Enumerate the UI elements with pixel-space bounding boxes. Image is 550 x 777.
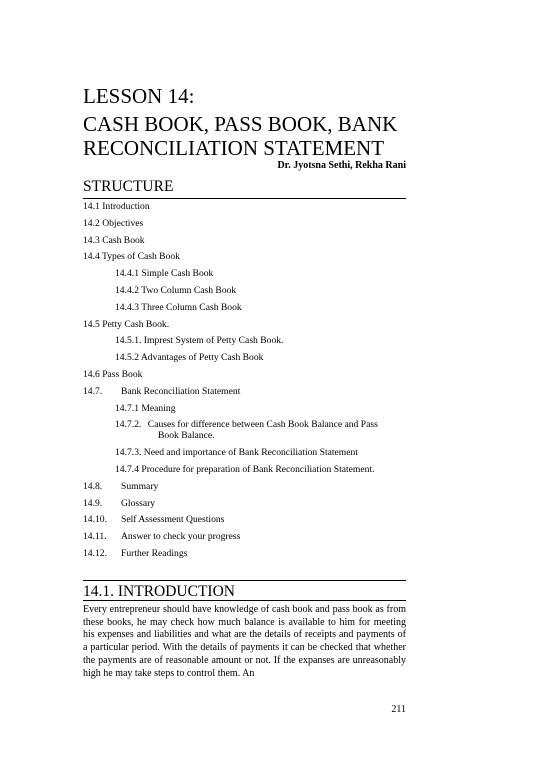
structure-item-number: 14.8. [83, 480, 103, 492]
structure-item-number: 14.9. [83, 497, 103, 509]
structure-item [83, 386, 406, 397]
structure-item-text: Two Column Cash Book [141, 284, 237, 296]
structure-item-number: 14.7.4 [115, 463, 139, 475]
structure-item-text: Further Readings [121, 547, 188, 559]
structure-item-number: 14.5.2 [115, 352, 139, 364]
introduction-paragraph: Every entrepreneur should have knowledge of cash book and pass book as from these books, he may check how much balance is available to him for meeting his expenses and liabilities and what are the details of receipts and payments of a particular period. With the details of payments it can be checked that whether the payments are of reasonable amount or not. If the expanses are unreasonably high he may take steps to control them. An [83, 604, 406, 679]
structure-item-text: Bank Reconciliation Statement [121, 385, 241, 397]
introduction-top-rule [83, 580, 406, 581]
structure-item-text: Self Assessment Questions [121, 514, 225, 526]
structure-item-number: 14.2 [83, 217, 100, 229]
structure-item [83, 419, 406, 441]
structure-item-number: 14.1 [83, 201, 100, 212]
structure-item-text: Causes for difference between Cash Book Balance and Pass [147, 419, 378, 431]
structure-item-text: Cash Book [102, 234, 145, 246]
structure-item-number: 14.7.1 [115, 402, 139, 414]
introduction-bottom-rule [83, 600, 406, 601]
structure-item-text: Need and importance of Bank Reconciliation Statement [143, 447, 358, 459]
structure-heading: STRUCTURE [83, 178, 174, 195]
lesson-title-line-1: CASH BOOK, PASS BOOK, BANK [83, 112, 398, 136]
structure-item-number: 14.10. [83, 514, 107, 526]
structure-item-text: Meaning [141, 402, 176, 414]
structure-item-number: 14.4.1 [115, 268, 139, 280]
structure-item-text: Advantages of Petty Cash Book [140, 352, 264, 364]
structure-item [83, 514, 406, 525]
structure-item-text: Introduction [102, 201, 150, 212]
structure-item [83, 201, 406, 212]
structure-item-text: Simple Cash Book [141, 268, 214, 280]
structure-item-text: Summary [121, 480, 159, 492]
structure-item-number: 14.4.3 [115, 301, 139, 313]
structure-item-number: 14.4.2 [115, 284, 139, 296]
structure-item-text: Answer to check your progress [121, 531, 241, 543]
structure-item-text: Imprest System of Petty Cash Book. [143, 335, 284, 347]
structure-item [83, 285, 406, 296]
structure-item [83, 302, 406, 313]
structure-item [83, 352, 406, 363]
structure-list [83, 201, 406, 565]
structure-item [83, 218, 406, 229]
structure-rule [83, 198, 406, 199]
structure-item [83, 369, 406, 380]
structure-item [83, 335, 406, 346]
structure-item-number: 14.4 [83, 251, 100, 263]
page-number: 211 [391, 704, 406, 715]
structure-item-number: 14.7.2. [115, 419, 142, 431]
lesson-title-line-2: RECONCILIATION STATEMENT [83, 136, 385, 160]
structure-item-number: 14.6 [83, 368, 100, 380]
structure-item-text: Glossary [121, 497, 156, 509]
introduction-heading: 14.1. INTRODUCTION [83, 583, 235, 600]
structure-item-number: 14.7.3. [115, 447, 142, 459]
structure-item [83, 447, 406, 458]
structure-item-text: Types of Cash Book [102, 251, 180, 263]
lesson-label: LESSON 14: [83, 84, 195, 108]
structure-item-number: 14.5.1. [115, 335, 142, 347]
structure-item [83, 531, 406, 542]
structure-item-text-continued: Book Balance. [158, 430, 215, 442]
structure-item-text: Procedure for preparation of Bank Reconciliation Statement. [141, 463, 375, 475]
structure-item-number: 14.12. [83, 547, 107, 559]
structure-item [83, 403, 406, 414]
structure-item [83, 481, 406, 492]
structure-item-number: 14.5 [83, 318, 100, 330]
structure-item-number: 14.7. [83, 385, 103, 397]
structure-item [83, 464, 406, 475]
structure-item [83, 235, 406, 246]
structure-item [83, 319, 406, 330]
structure-item [83, 548, 406, 559]
structure-item [83, 498, 406, 509]
structure-item-text: Objectives [102, 217, 144, 229]
structure-item-text: Petty Cash Book. [102, 318, 170, 330]
structure-item-text: Pass Book [102, 368, 143, 380]
structure-item [83, 268, 406, 279]
structure-item-number: 14.11. [83, 531, 107, 543]
structure-item-text: Three Column Cash Book [141, 301, 242, 313]
structure-item [83, 251, 406, 262]
authors: Dr. Jyotsna Sethi, Rekha Rani [277, 160, 406, 171]
structure-item-number: 14.3 [83, 234, 100, 246]
